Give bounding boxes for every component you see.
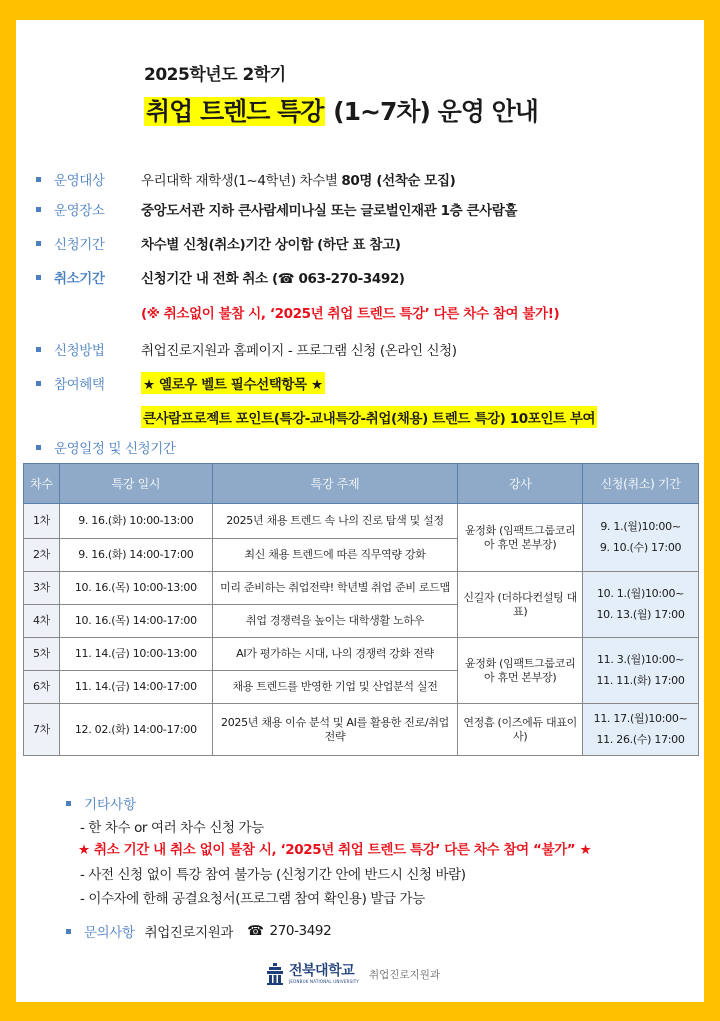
row-apply: 11. 17.(월)10:00~ 11. 26.(수) 17:00 [583, 704, 699, 756]
university-emblem-icon [266, 962, 284, 986]
contact-dept: 취업진로지원과 [144, 925, 234, 941]
header-instructor: 강사 [458, 464, 583, 504]
etc-label: 기타사항 [84, 797, 137, 813]
university-logo-text: 전북대학교 JEONBUK NATIONAL UNIVERSITY [289, 963, 359, 984]
row-date: 10. 16.(목) 14:00-17:00 [59, 605, 212, 638]
row-date: 10. 16.(목) 10:00-13:00 [59, 572, 212, 605]
row-apply: 9. 1.(월)10:00~ 9. 10.(수) 17:00 [583, 504, 699, 572]
info-cancel-value: 신청기간 내 전화 취소 (☎ 063-270-3492) [141, 271, 405, 287]
etc-notice: ★ 취소 기간 내 취소 없이 불참 시, ‘2025년 취업 트렌드 특강’ 다른 차수 참여 “불가” ★ [78, 842, 592, 858]
info-method [36, 338, 457, 360]
row-num: 6차 [24, 671, 60, 704]
row-date: 11. 14.(금) 14:00-17:00 [59, 671, 212, 704]
info-benefit-points: 큰사람프로젝트 포인트(특강-교내특강-취업(채용) 트렌드 특강) 10포인트 부여 [141, 406, 597, 428]
title-highlight: 취업 트렌드 특강 [146, 97, 324, 126]
info-cancel [36, 266, 405, 288]
row-apply: 10. 1.(월)10:00~ 10. 13.(월) 17:00 [583, 572, 699, 638]
info-method-label: 신청방법 [54, 343, 105, 359]
info-period-label: 신청기간 [54, 237, 105, 253]
bullet-icon [36, 177, 41, 182]
info-period-value: 차수별 신청(취소)기간 상이함 (하단 표 참고) [141, 237, 401, 253]
bullet-icon [66, 929, 71, 934]
row-num: 2차 [24, 539, 60, 572]
info-target-label: 운영대상 [54, 173, 105, 189]
row-topic: 채용 트렌드를 반영한 기업 및 산업분석 실전 [212, 671, 458, 704]
bullet-icon [36, 241, 41, 246]
etc-item: - 이수자에 한해 공결요청서(프로그램 참여 확인용) 발급 가능 [80, 891, 425, 907]
info-period [36, 232, 400, 254]
info-cancel-label: 취소기간 [54, 271, 105, 287]
info-benefit-label: 참여혜택 [54, 377, 105, 393]
header-date: 특강 일시 [59, 464, 212, 504]
bullet-icon [36, 381, 41, 386]
row-num: 7차 [24, 704, 60, 756]
info-benefit [36, 372, 325, 394]
row-date: 9. 16.(화) 10:00-13:00 [59, 504, 212, 539]
info-place-label: 운영장소 [54, 203, 105, 219]
bullet-icon [36, 445, 41, 450]
table-row [24, 504, 699, 539]
table-header-row [24, 464, 699, 504]
page-title [144, 92, 538, 128]
info-target-value: 우리대학 재학생(1~4학년) 차수별 80명 (선착순 모집) [141, 173, 456, 189]
bullet-icon [66, 801, 71, 806]
header-topic: 특강 주제 [212, 464, 458, 504]
row-topic: 2025년 채용 이슈 분석 및 AI를 활용한 진로/취업 전략 [212, 704, 458, 756]
schedule-table [23, 463, 699, 756]
row-topic: 최신 채용 트렌드에 따른 직무역량 강화 [212, 539, 458, 572]
row-apply: 11. 3.(월)10:00~ 11. 11.(화) 17:00 [583, 638, 699, 704]
info-schedule [36, 436, 176, 458]
table-row [24, 704, 699, 756]
page-subtitle: 2025학년도 2학기 [144, 65, 286, 85]
row-date: 12. 02.(화) 14:00-17:00 [59, 704, 212, 756]
header-apply: 신청(취소) 기간 [583, 464, 699, 504]
etc-item: - 사전 신청 없이 특강 참여 불가능 (신청기간 안에 반드시 신청 바람) [80, 867, 466, 883]
row-date: 11. 14.(금) 10:00-13:00 [59, 638, 212, 671]
row-topic: 2025년 채용 트렌드 속 나의 진로 탐색 및 설정 [212, 504, 458, 539]
etc-item: - 한 차수 or 여러 차수 신청 가능 [80, 820, 264, 836]
row-instructor: 윤정화 (임팩트그룹코리아 휴먼 본부장) [458, 504, 583, 572]
notice-page [16, 20, 704, 1002]
cancel-warning: (※ 취소없이 불참 시, ‘2025년 취업 트렌드 특강’ 다른 차수 참여 불가!) [141, 306, 560, 322]
footer-logo [266, 960, 440, 988]
title-rest: (1~7차) 운영 안내 [325, 97, 538, 126]
table-row [24, 638, 699, 671]
row-num: 3차 [24, 572, 60, 605]
etc-section [66, 792, 136, 814]
table-row [24, 572, 699, 605]
row-date: 9. 16.(화) 14:00-17:00 [59, 539, 212, 572]
header-num: 차수 [24, 464, 60, 504]
bullet-icon [36, 207, 41, 212]
bullet-icon [36, 347, 41, 352]
info-schedule-label: 운영일정 및 신청기간 [54, 441, 176, 457]
row-instructor: 윤정화 (임팩트그룹코리아 휴먼 본부장) [458, 638, 583, 704]
contact-label: 문의사항 [84, 925, 135, 941]
contact-section [66, 920, 331, 942]
row-num: 4차 [24, 605, 60, 638]
phone-icon: ☎ [247, 923, 264, 939]
info-method-value: 취업진로지원과 홈페이지 - 프로그램 신청 (온라인 신청) [141, 343, 457, 359]
contact-phone: 270-3492 [269, 923, 332, 939]
row-topic: AI가 평가하는 시대, 나의 경쟁력 강화 전략 [212, 638, 458, 671]
footer-dept: 취업진로지원과 [368, 968, 440, 981]
info-place [36, 198, 517, 220]
info-target [36, 168, 455, 190]
bullet-icon [36, 275, 41, 280]
phone-icon: ☎ [277, 271, 295, 287]
row-topic: 취업 경쟁력을 높이는 대학생활 노하우 [212, 605, 458, 638]
row-num: 5차 [24, 638, 60, 671]
row-instructor: 신길자 (더하다컨설팅 대표) [458, 572, 583, 638]
row-num: 1차 [24, 504, 60, 539]
row-topic: 미리 준비하는 취업전략! 학년별 취업 준비 로드맵 [212, 572, 458, 605]
info-place-value: 중앙도서관 지하 큰사람세미나실 또는 글로벌인재관 1층 큰사람홀 [141, 203, 518, 219]
row-instructor: 연정흠 (이즈에듀 대표이사) [458, 704, 583, 756]
info-benefit-value: ★ 옐로우 벨트 필수선택항목 ★ [141, 372, 325, 394]
